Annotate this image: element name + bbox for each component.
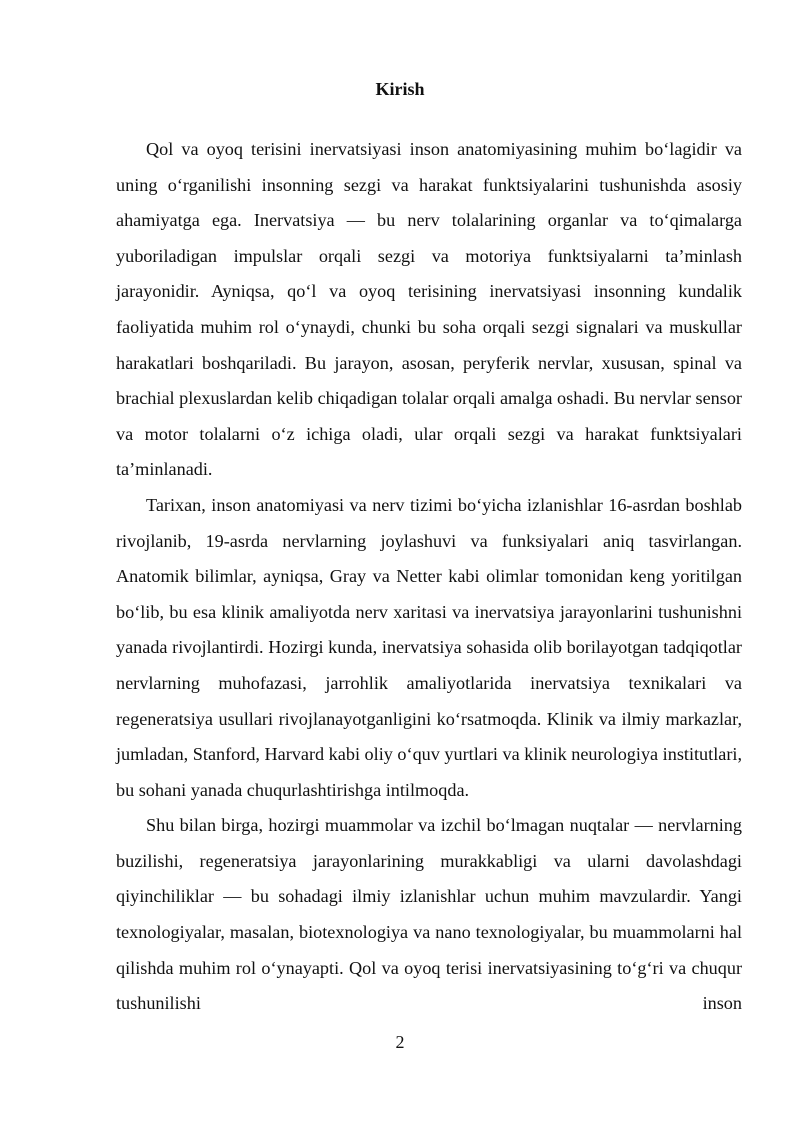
- paragraph-history: Tarixan, inson anatomiyasi va nerv tizimi bo‘yicha izlanishlar 16-asrdan boshlab rivojlanib, 19-asrda nervlarning joylashuvi va funksiyalari aniq tasvirlangan. Anatomik bilimlar, ayniqsa, Gray va Netter kabi olimlar tomonidan keng yoritilgan bo‘lib, bu esa klinik amaliyotda nerv xaritasi va inervatsiya jarayonlarini tushunishni yanada rivojlantirdi. Hozirgi kunda, inervatsiya sohasida olib borilayotgan tadqiqotlar nervlarning muhofazasi, jarrohlik amaliyotlarida inervatsiya texnikalari va regeneratsiya usullari rivojlanayotganligini ko‘rsatmoqda. Klinik va ilmiy markazlar, jumladan, Stanford, Harvard kabi oliy o‘quv yurtlari va klinik neurologiya institutlari, bu sohani yanada chuqurlashtirishga intilmoqda.: [116, 494, 742, 800]
- section-title: Kirish: [375, 79, 425, 99]
- body-text: [116, 132, 742, 1022]
- page-number: 2: [395, 1032, 405, 1052]
- paragraph-intro: Qol va oyoq terisini inervatsiyasi inson anatomiyasining muhim bo‘lagidir va uning o‘rganilishi insonning sezgi va harakat funktsiyalarini tushunishda asosiy ahamiyatga ega. Inervatsiya — bu nerv tolalarining organlar va to‘qimalarga yuboriladigan impulslar orqali sezgi va motoriya funktsiyalarni ta’minlash jarayonidir. Ayniqsa, qo‘l va oyoq terisining inervatsiyasi insonning kundalik faoliyatida muhim rol o‘ynaydi, chunki bu soha orqali sezgi signalari va muskullar harakatlari boshqariladi. Bu jarayon, asosan, peryferik nervlar, xususan, spinal va brachial plexuslardan kelib chiqadigan tolalar orqali amalga oshadi. Bu nervlar sensor va motor tolalarni o‘z ichiga oladi, ular orqali sezgi va harakat funktsiyalari ta’minlanadi.: [116, 139, 742, 480]
- paragraph-problems: Shu bilan birga, hozirgi muammolar va izchil bo‘lmagan nuqtalar — nervlarning buzilishi, regeneratsiya jarayonlarining murakkabligi va ularni davolashdagi qiyinchiliklar — bu sohadagi ilmiy izlanishlar uchun muhim mavzulardir. Yangi texnologiyalar, masalan, biotexnologiya va nano texnologiyalar, bu muammolarni hal qilishda muhim rol o‘ynayapti. Qol va oyoq terisi inervatsiyasining to‘g‘ri va chuqur tushunilishi inson: [116, 815, 742, 1014]
